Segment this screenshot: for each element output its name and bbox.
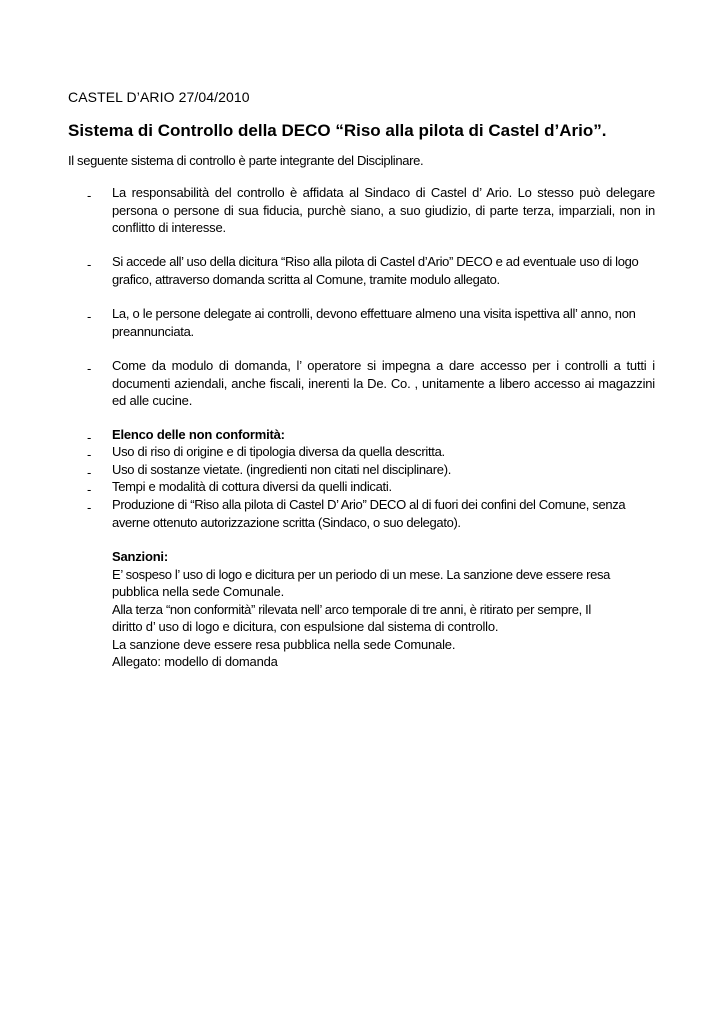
header-date: CASTEL D’ARIO 27/04/2010 <box>68 89 250 105</box>
document-title: Sistema di Controllo della DECO “Riso alla pilota di Castel d’Ario”. <box>68 121 607 140</box>
paragraph-access: Si accede all’ uso della dicitura “Riso alla pilota di Castel d’Ario” DECO e ad eventuale uso di logo grafico, attraverso domanda scritta al Comune, tramite modulo allegato. <box>112 254 639 287</box>
bullet-marker: - <box>87 188 92 203</box>
sanctions-line: E’ sospeso l’ uso di logo e dicitura per un periodo di un mese. La sanzione deve essere resa <box>112 566 610 582</box>
bullet-marker: - <box>87 309 92 324</box>
bullet-marker: - <box>87 430 92 445</box>
sanctions-line: diritto d’ uso di logo e dicitura, con espulsione dal sistema di controllo. <box>112 619 499 634</box>
paragraph-responsibility: La responsabilità del controllo è affidata al Sindaco di Castel d’ Ario. Lo stesso può delegare persona o persone di sua fiducia, purchè siano, a suo giudizio, di parte terza, imparziali, non in conflitto di interesse. <box>112 185 655 235</box>
non-conformity-heading: Elenco delle non conformità: <box>112 427 285 442</box>
bullet-marker: - <box>87 465 92 480</box>
bullet-marker: - <box>87 447 92 462</box>
attachment-line: Allegato: modello di domanda <box>112 654 278 669</box>
paragraph-inspections: La, o le persone delegate ai controlli, devono effettuare almeno una visita ispettiva all’ anno, non preannunciata. <box>112 306 636 339</box>
sanctions-line: La sanzione deve essere resa pubblica nella sede Comunale. <box>112 636 456 652</box>
non-conformity-item: Uso di riso di origine e di tipologia diversa da quella descritta. <box>112 444 445 459</box>
paragraph-documents: Come da modulo di domanda, l’ operatore si impegna a dare accesso per i controlli a tutti i documenti aziendali, anche fiscali, inerenti la De. Co. , unitamente a libero accesso ai magazzini ed alle cucine. <box>112 358 655 408</box>
bullet-marker: - <box>87 257 92 272</box>
bullet-marker: - <box>87 482 92 497</box>
sanctions-line: pubblica nella sede Comunale. <box>112 584 284 599</box>
bullet-marker: - <box>87 361 92 376</box>
non-conformity-item: Tempi e modalità di cottura diversi da quelli indicati. <box>112 479 392 494</box>
intro-text: Il seguente sistema di controllo è parte integrante del Disciplinare. <box>68 153 424 168</box>
non-conformity-item: Produzione di “Riso alla pilota di Castel D’ Ario” DECO al di fuori dei confini del Comune, senza averne ottenuto autorizzazione scritta (Sindaco, o suo delegato). <box>112 497 626 530</box>
sanctions-heading: Sanzioni: <box>112 549 168 564</box>
non-conformity-item: Uso di sostanze vietate. (ingredienti non citati nel disciplinare). <box>112 462 452 477</box>
sanctions-section <box>112 548 660 671</box>
bullet-marker: - <box>87 500 92 515</box>
sanctions-line: Alla terza “non conformità” rilevata nell’ arco temporale di tre anni, è ritirato per sempre, Il <box>112 601 591 617</box>
